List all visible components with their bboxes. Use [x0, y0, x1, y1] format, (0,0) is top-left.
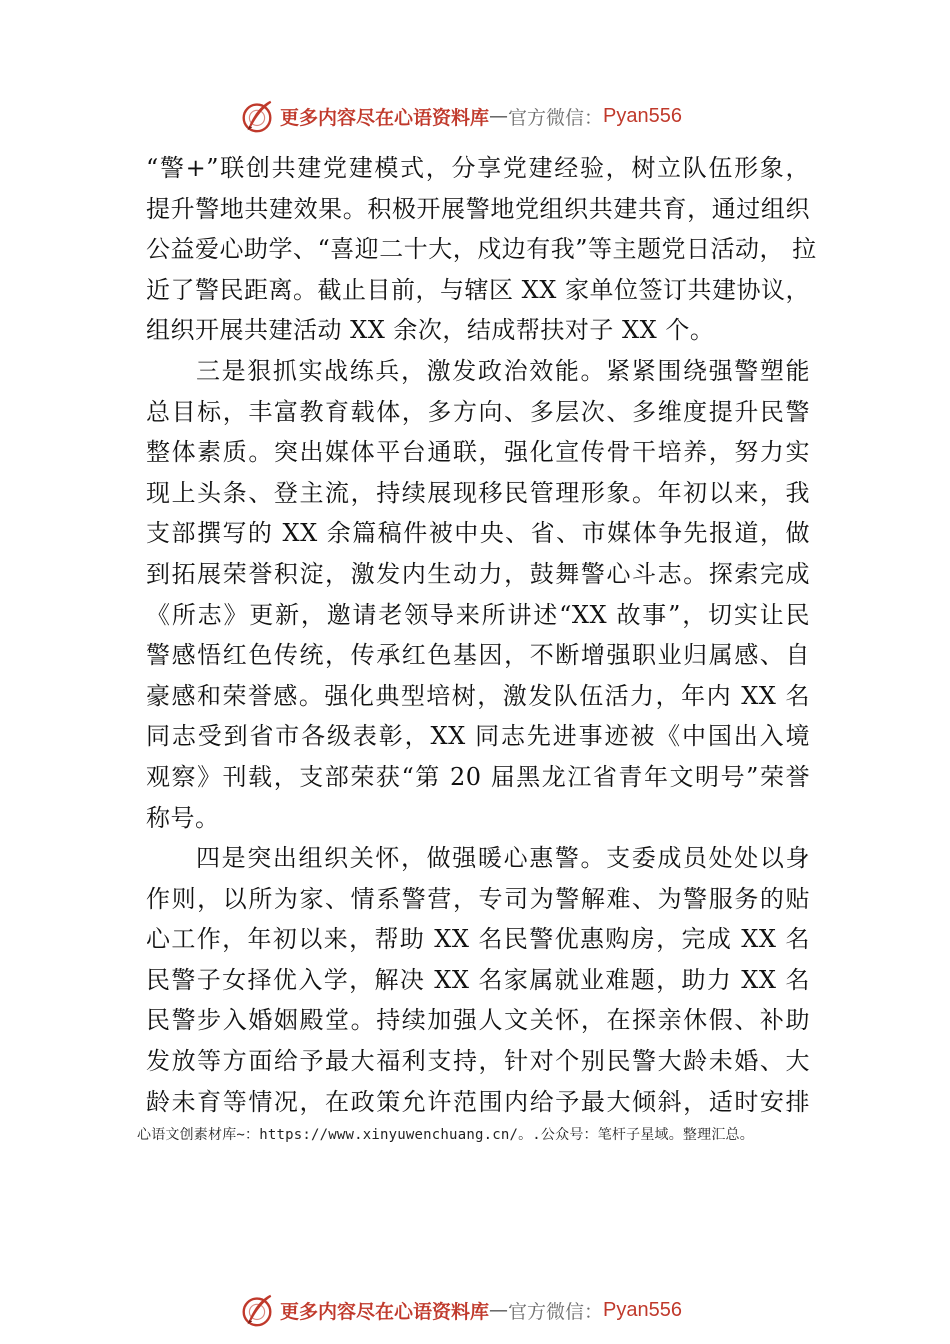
text-line: 公益爱心助学、“喜迎二十大，戍边有我”等主题党日活动， 拉 — [146, 235, 817, 264]
text-line: 提升警地共建效果。积极开展警地党组织共建共育，通过组织 — [146, 194, 810, 223]
footer-dash: — — [489, 1299, 509, 1321]
text-line: 到拓展荣誉积淀，激发内生动力，鼓舞警心斗志。探索完成 — [146, 559, 810, 588]
header-banner — [238, 96, 682, 136]
text-line: 观察》刊载，支部荣获“第 20 届黑龙江省青年文明号”荣誉 — [146, 762, 810, 791]
text-line: 四是突出组织关怀，做强暖心惠警。支委成员处处以身 — [196, 844, 810, 873]
header-red-text: 更多内容尽在心语资料库 — [280, 106, 490, 129]
header-dash: — — [489, 105, 509, 127]
quill-seal-icon — [238, 1291, 276, 1329]
text-line: 发放等方面给予最大福利支持，针对个别民警大龄未婚、大 — [146, 1047, 810, 1076]
text-line: 同志受到省市各级表彰，XX 同志先进事迹被《中国出入境 — [146, 722, 810, 751]
footer-banner — [238, 1290, 682, 1330]
text-line: 龄未育等情况，在政策允许范围内给予最大倾斜，适时安排 — [146, 1087, 810, 1116]
text-line: 作则，以所为家、情系警营，专司为警解难、为警服务的贴 — [146, 884, 810, 913]
text-line: 整体素质。突出媒体平台通联，强化宣传骨干培养，努力实 — [146, 438, 810, 467]
footer-red-text: 更多内容尽在心语资料库 — [280, 1300, 490, 1323]
footer-wechat-id: Pyan556 — [603, 1298, 682, 1321]
document-body — [146, 148, 817, 1122]
text-line: 总目标，丰富教育载体，多方向、多层次、多维度提升民警 — [146, 397, 810, 426]
header-wechat-id: Pyan556 — [603, 104, 682, 127]
text-line: 称号。 — [146, 803, 220, 832]
text-line: 支部撰写的 XX 余篇稿件被中央、省、市媒体争先报道，做 — [146, 519, 810, 548]
text-line: “警+”联创共建党建模式，分享党建经验，树立队伍形象， — [146, 154, 810, 182]
text-line: 心工作，年初以来，帮助 XX 名民警优惠购房，完成 XX 名 — [146, 925, 810, 954]
text-line: 近了警民距离。截止目前，与辖区 XX 家单位签订共建协议， — [146, 275, 810, 304]
header-wechat-label: 官方微信： — [508, 106, 604, 129]
text-line: 豪感和荣誉感。强化典型培树，激发队伍活力，年内 XX 名 — [146, 681, 810, 710]
source-note: 心语文创素材库~：https://www.xinyuwenchuang.cn/。.公众号：笔杆子星域。整理汇总。 — [137, 1127, 754, 1143]
quill-seal-icon — [238, 97, 276, 135]
text-line: 现上头条、登主流，持续展现移民管理形象。年初以来，我 — [146, 478, 810, 507]
text-line: 民警步入婚姻殿堂。持续加强人文关怀，在探亲休假、补助 — [146, 1006, 810, 1035]
text-line: 三是狠抓实战练兵，激发政治效能。紧紧围绕强警塑能 — [196, 356, 810, 385]
footer-wechat-label: 官方微信： — [508, 1300, 604, 1323]
text-line: 警感悟红色传统，传承红色基因，不断增强职业归属感、自 — [146, 641, 810, 670]
text-line: 《所志》更新，邀请老领导来所讲述“XX 故事”，切实让民 — [146, 600, 810, 629]
text-line: 民警子女择优入学，解决 XX 名家属就业难题，助力 XX 名 — [146, 965, 810, 994]
text-line: 组织开展共建活动 XX 余次，结成帮扶对子 XX 个。 — [146, 316, 715, 345]
